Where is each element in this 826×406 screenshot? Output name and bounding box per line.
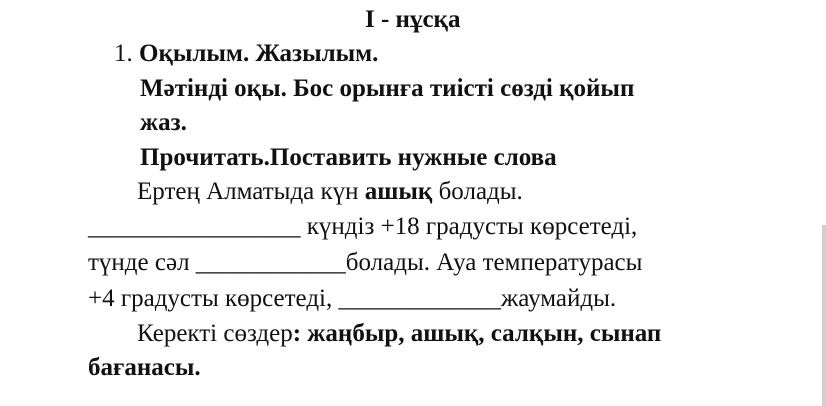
blank-3: _____________ xyxy=(338,285,501,312)
page-edge-divider xyxy=(822,225,826,406)
blank-2: ____________ xyxy=(195,249,346,276)
task-heading: Оқылым. Жазылым. xyxy=(139,40,379,67)
text-line-3-text2: болады. Ауа температурасы xyxy=(345,249,643,276)
text-line-2-text: күндіз +18 градусты көрсетеді, xyxy=(300,213,638,240)
text-line-1-part1: Ертең Алматыда күн xyxy=(137,178,365,205)
text-line-2 xyxy=(88,212,637,242)
instruction-kz-line1: Мәтінді оқы. Бос орынға тиісті сөзді қойып xyxy=(140,75,635,102)
task-heading-line xyxy=(114,39,378,69)
variant-title-text: І - нұсқа xyxy=(365,6,461,33)
variant-title xyxy=(365,5,460,35)
task-number: 1. xyxy=(114,40,133,67)
required-words-colon: : xyxy=(292,320,302,347)
text-line-4-text: +4 градусты көрсетеді, xyxy=(88,285,339,312)
text-line-1-bold: ашық xyxy=(364,178,433,205)
instruction-kz-line2: жаз. xyxy=(140,109,187,136)
text-line-4-text2: жаумайды. xyxy=(501,285,617,312)
required-words-line-2: бағанасы. xyxy=(88,354,201,381)
text-line-4 xyxy=(88,284,616,314)
text-line-1-part2: болады. xyxy=(432,178,523,205)
text-line-1 xyxy=(137,177,523,207)
required-words-list: жаңбыр, ашық, салқын, сынап xyxy=(301,320,662,347)
required-words-line xyxy=(137,319,661,349)
text-line-3-text: түнде сәл xyxy=(88,249,196,276)
blank-1: _________________ xyxy=(88,213,301,240)
instruction-ru: Прочитать.Поставить нужные слова xyxy=(140,144,557,171)
required-words-label: Керекті сөздер xyxy=(137,320,293,347)
text-line-3 xyxy=(88,248,642,278)
